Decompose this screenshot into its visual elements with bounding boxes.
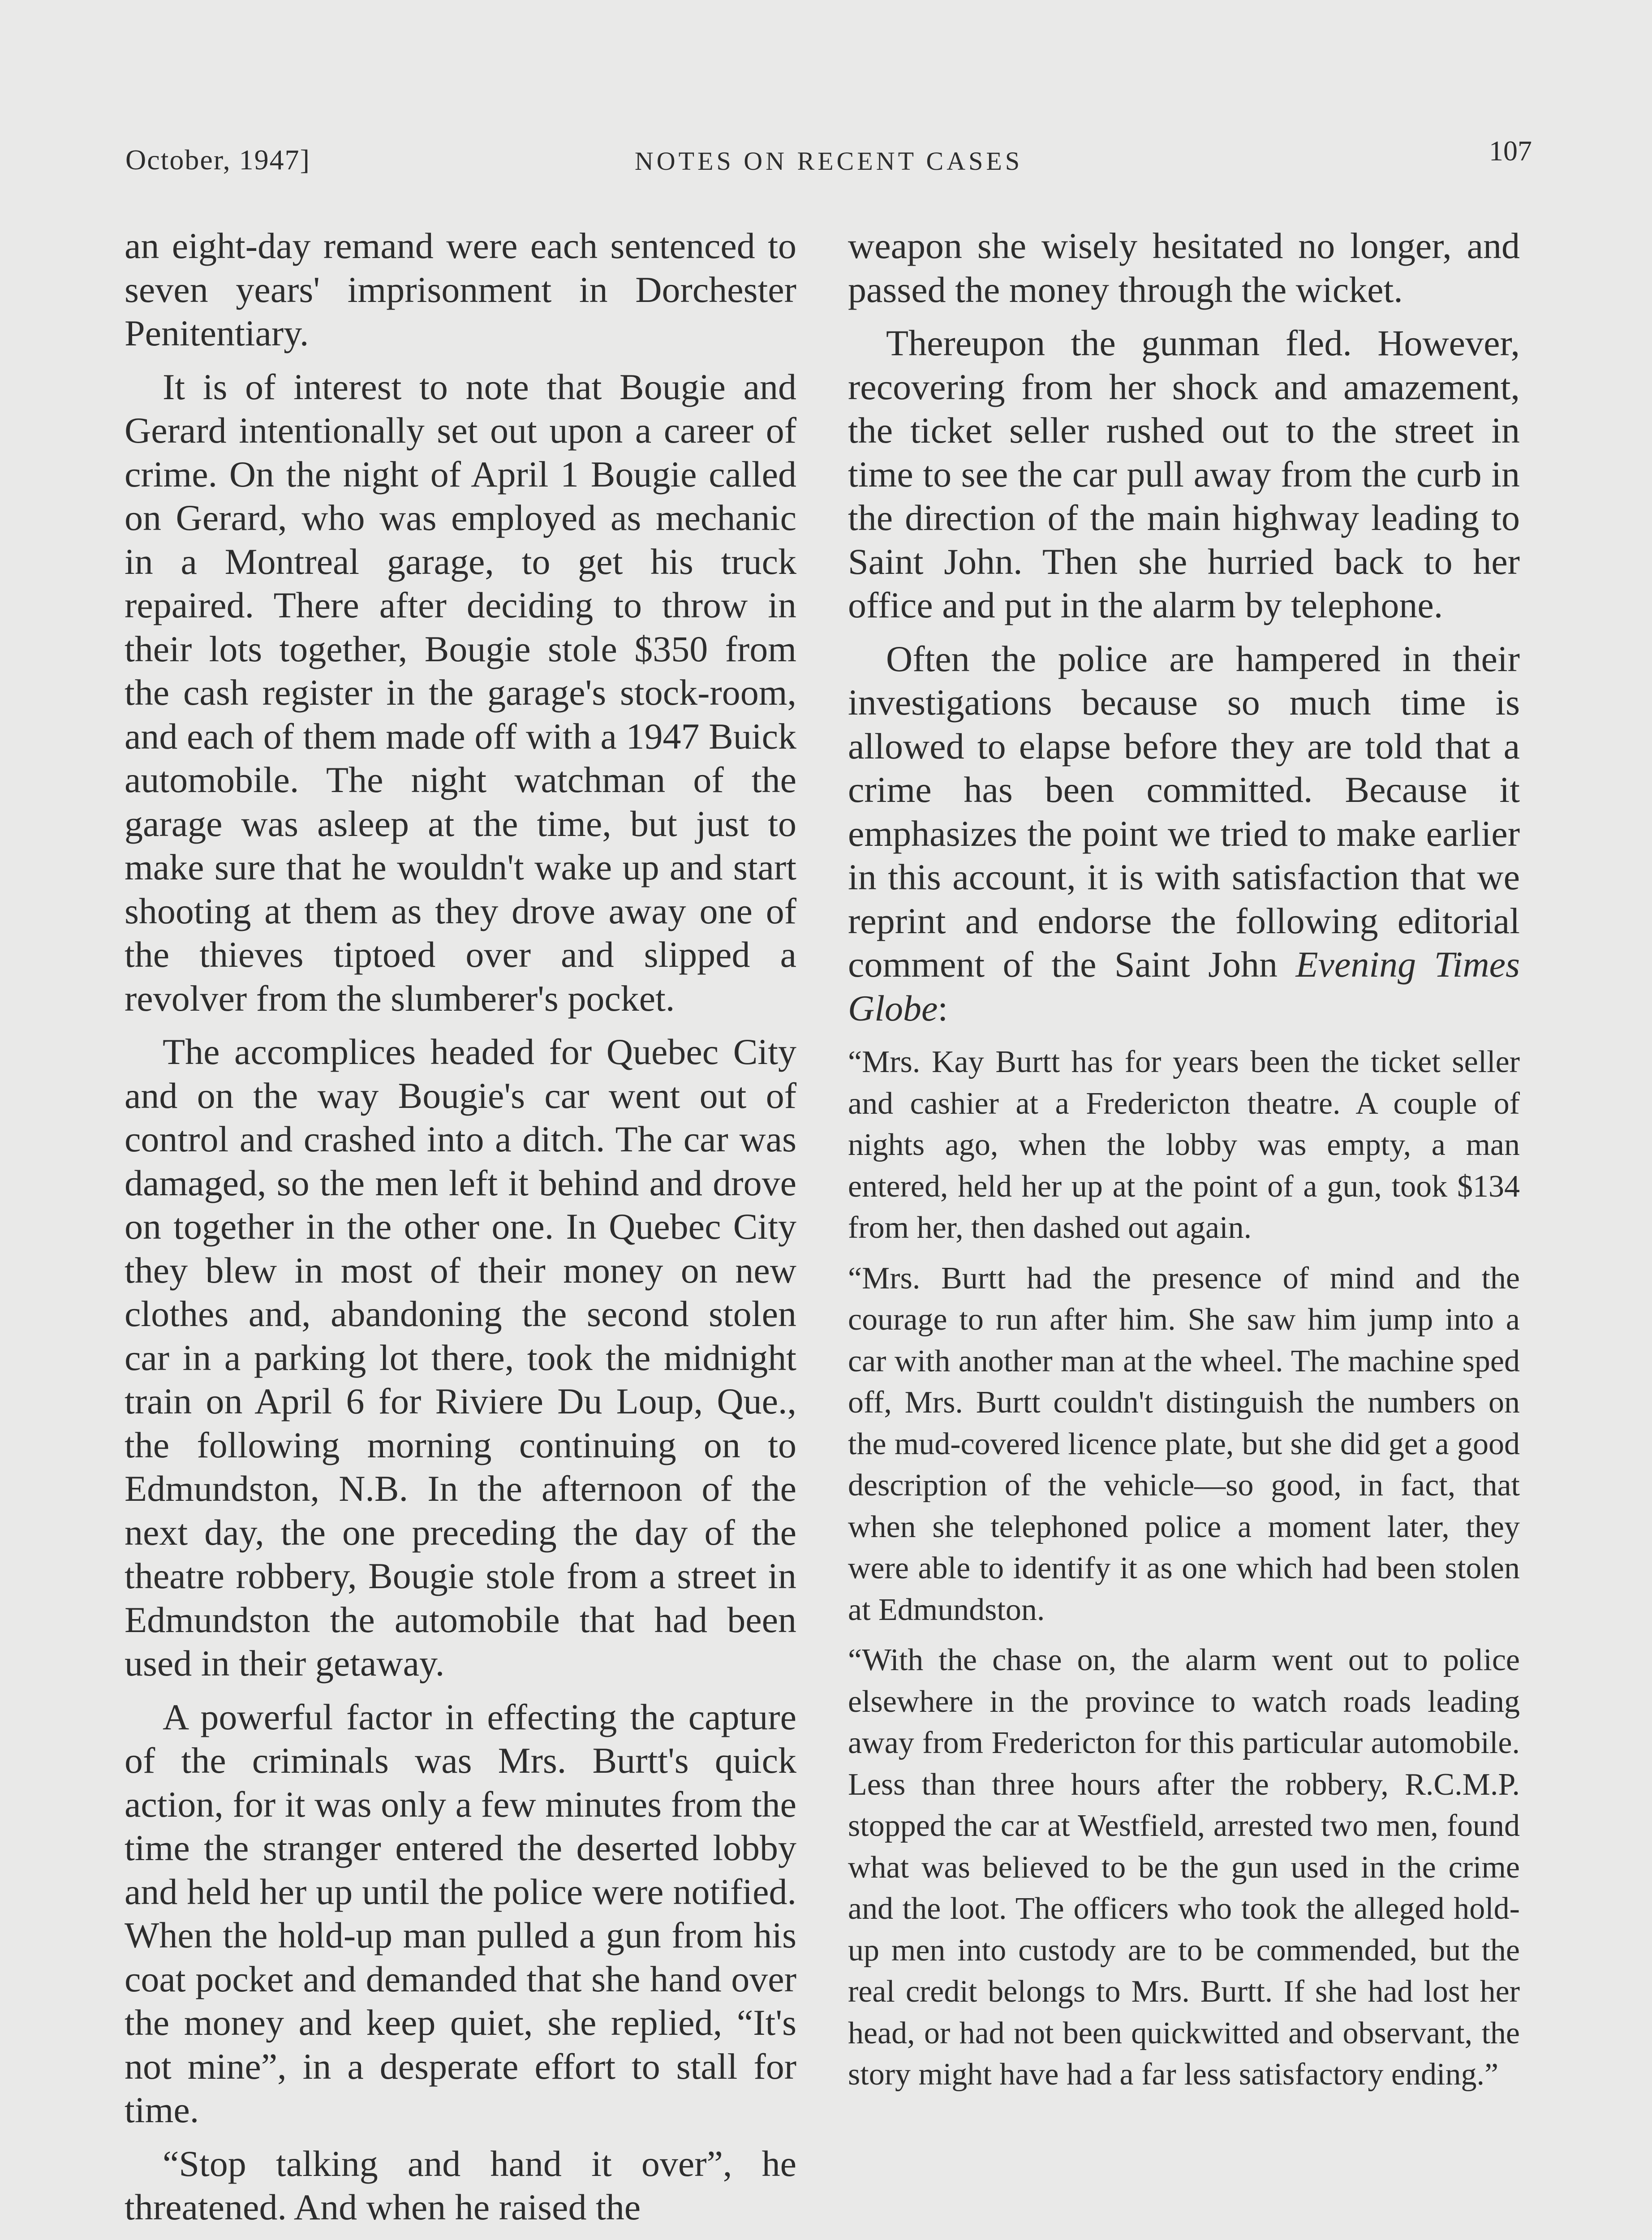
paragraph-end: : xyxy=(938,987,948,1029)
paragraph-text: Often the police are hampered in their investigations because so much time is allowed to elapse before they are told that a crime has been committed. Because it emphasizes the point we tried to make earlier in this account, it is with satisfaction that we reprint and endorse the following editorial comment of the Saint John xyxy=(848,638,1520,985)
paragraph: weapon she wisely hesitated no longer, and passed the money through the wicket. xyxy=(848,225,1520,310)
page-number: 107 xyxy=(1489,135,1532,167)
paragraph xyxy=(848,637,1520,1030)
paragraph: A powerful factor in effecting the capture of the criminals was Mrs. Burtt's quick action, for it was only a few minutes from the time the stranger entered the deserted lobby and held her up until the police were notified. When the hold-up man pulled a gun from his coat pocket and demanded that she hand over the money and keep quiet, she replied, “It's not mine”, in a desperate effort to stall for time. xyxy=(125,1696,796,2130)
quoted-paragraph: “Mrs. Kay Burtt has for years been the ticket seller and cashier at a Fredericton theatre. A couple of nights ago, when the lobby was empty, a man entered, held her up at the point of a gun, took $134 from her, then dashed out again. xyxy=(848,1045,1520,1245)
quoted-paragraph: “Mrs. Burtt had the presence of mind and the courage to run after him. She saw him jump into a car with another man at the wheel. The machine sped off, Mrs. Burtt couldn't distinguish the numbers on the mud-covered licence plate, but she did get a good description of the vehicle—so good, in fact, that when she telephoned police a moment later, they were able to identify it as one which had been stolen at Edmundston. xyxy=(848,1261,1520,1627)
quoted-paragraph: “With the chase on, the alarm went out to police elsewhere in the province to watch roads leading away from Fredericton for this particular automobile. Less than three hours after the robbery, R.C.M.P. stopped the car at Westfield, arrested two men, found what was believed to be the gun used in the crime and the loot. The officers who took the alleged hold-up men into custody are to be commended, but the real credit belongs to Mrs. Burtt. If she had lost her head, or had not been quickwitted and observant, the story might have had a far less satisfactory ending.” xyxy=(848,1643,1520,2092)
paragraph: Thereupon the gunman fled. However, recovering from her shock and amazement, the ticket seller rushed out to the street in time to see the car pull away from the curb in the direction of the main highway leading to Saint John. Then she hurried back to her office and put in the alarm by telephone. xyxy=(848,323,1520,625)
paragraph: “Stop talking and hand it over”, he threatened. And when he raised the xyxy=(125,2143,796,2227)
publication-title: Evening Times Globe xyxy=(848,944,1520,1029)
paragraph: It is of interest to note that Bougie and Gerard intentionally set out upon a career of crime. On the night of April 1 Bougie called on Gerard, who was employed as mechanic in a Montreal garage, to get his truck repaired. There after deciding to throw in their lots together, Bougie stole $350 from the cash register in the garage's stock-room, and each of them made off with a 1947 Buick automobile. The night watchman of the garage was asleep at the time, but just to make sure that he wouldn't wake up and start shooting at them as they drove away one of the thieves tiptoed over and slipped a revolver from the slumberer's pocket. xyxy=(125,366,796,1019)
paragraph: an eight-day remand were each sentenced to seven years' imprisonment in Dorchester Penitentiary. xyxy=(125,225,796,353)
header-date: October, 1947] xyxy=(125,144,310,176)
paragraph: The accomplices headed for Quebec City and on the way Bougie's car went out of control and crashed into a ditch. The car was damaged, so the men left it behind and drove on together in the other one. In Quebec City they blew in most of their money on new clothes and, abandoning the second stolen car in a parking lot there, took the midnight train on April 6 for Riviere Du Loup, Que., the following morning continuing on to Edmundston, N.B. In the afternoon of the next day, the one preceding the day of the theatre robbery, Bougie stole from a street in Edmundston the automobile that had been used in their getaway. xyxy=(125,1031,796,1684)
running-header xyxy=(125,134,1532,184)
header-title: NOTES ON RECENT CASES xyxy=(634,146,1023,176)
right-column xyxy=(848,224,1520,2096)
left-column xyxy=(125,224,796,2229)
